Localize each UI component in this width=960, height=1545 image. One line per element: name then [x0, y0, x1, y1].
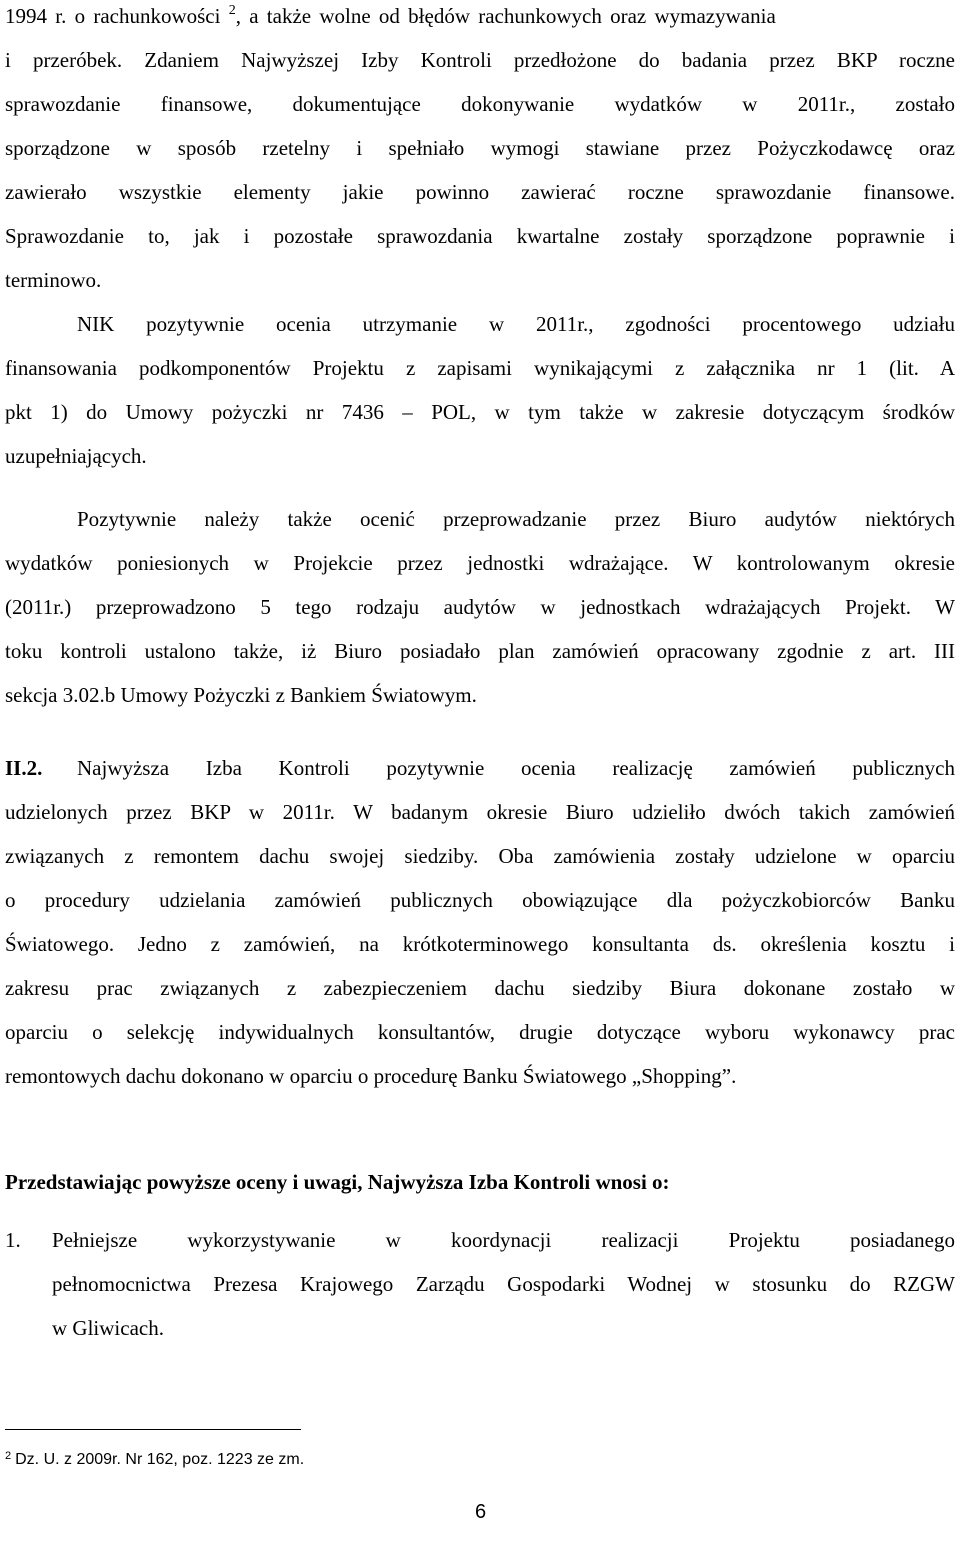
- conclusions-heading: Przedstawiając powyższe oceny i uwagi, Najwyższa Izba Kontroli wnosi o:: [5, 1170, 670, 1194]
- text-line: zakresu prac związanych z zabezpieczeniem dachu siedziby Biura dokonane zostało w: [5, 976, 955, 1000]
- text-line: [5, 2, 955, 30]
- text-segment: 1994 r. o rachunkowości: [5, 4, 229, 28]
- text-line: udzielonych przez BKP w 2011r. W badanym okresie Biuro udzieliło dwóch takich zamówień: [5, 800, 955, 824]
- text-line: pkt 1) do Umowy pożyczki nr 7436 – POL, w tym także w zakresie dotyczącym środków: [5, 400, 955, 424]
- text-line: sekcja 3.02.b Umowy Pożyczki z Bankiem Światowym.: [5, 683, 477, 707]
- list-item-line: Pełniejsze wykorzystywanie w koordynacji realizacji Projektu posiadanego: [52, 1228, 955, 1252]
- section-number: II.2.: [5, 756, 43, 780]
- text-line: związanych z remontem dachu swojej siedziby. Oba zamówienia zostały udzielone w oparciu: [5, 844, 955, 868]
- footnote-text: Dz. U. z 2009r. Nr 162, poz. 1223 ze zm.: [15, 1451, 305, 1468]
- text-line: Światowego. Jedno z zamówień, na krótkoterminowego konsultanta ds. określenia kosztu i: [5, 932, 955, 956]
- footnote: [5, 1446, 304, 1470]
- text-line: zawierało wszystkie elementy jakie powinno zawierać roczne sprawozdanie finansowe.: [5, 180, 955, 204]
- section-number-line: [5, 754, 42, 782]
- text-line: NIK pozytywnie ocenia utrzymanie w 2011r., zgodności procentowego udziału: [77, 312, 955, 336]
- page-number: 6: [475, 1501, 487, 1523]
- text-line: Najwyższa Izba Kontroli pozytywnie ocenia realizację zamówień publicznych: [77, 756, 955, 780]
- text-line: (2011r.) przeprowadzono 5 tego rodzaju audytów w jednostkach wdrażających Projekt. W: [5, 595, 955, 619]
- list-item-line: pełnomocnictwa Prezesa Krajowego Zarządu Gospodarki Wodnej w stosunku do RZGW: [52, 1272, 955, 1296]
- text-line: uzupełniających.: [5, 444, 147, 468]
- text-line: sporządzone w sposób rzetelny i spełniało wymogi stawiane przez Pożyczkodawcę oraz: [5, 136, 955, 160]
- text-line: Pozytywnie należy także ocenić przeprowadzanie przez Biuro audytów niektórych: [77, 507, 955, 531]
- text-line: terminowo.: [5, 268, 102, 292]
- footnote-separator: [5, 1429, 301, 1430]
- text-line: oparciu o selekcję indywidualnych konsultantów, drugie dotyczące wyboru wykonawcy prac: [5, 1020, 955, 1044]
- text-line-lead: [5, 2, 955, 30]
- text-line: sprawozdanie finansowe, dokumentujące dokonywanie wydatków w 2011r., zostało: [5, 92, 955, 116]
- text-line: Sprawozdanie to, jak i pozostałe sprawozdania kwartalne zostały sporządzone poprawnie i: [5, 224, 955, 248]
- text-line: remontowych dachu dokonano w oparciu o procedurę Banku Światowego „Shopping”.: [5, 1064, 737, 1088]
- conclusions-heading-line: [5, 1168, 670, 1196]
- text-line: toku kontroli ustalono także, iż Biuro posiadało plan zamówień opracowany zgodnie z art. III: [5, 639, 955, 663]
- text-line: i przeróbek. Zdaniem Najwyższej Izby Kontroli przedłożone do badania przez BKP roczne: [5, 48, 955, 72]
- footnote-reference: 2: [228, 3, 236, 18]
- list-item-line: w Gliwicach.: [52, 1316, 164, 1340]
- list-item-number: 1.: [5, 1228, 21, 1252]
- text-line: o procedury udzielania zamówień publicznych obowiązujące dla pożyczkobiorców Banku: [5, 888, 955, 912]
- footnote-marker: 2: [5, 1450, 12, 1462]
- text-line: finansowania podkomponentów Projektu z zapisami wynikającymi z załącznika nr 1 (lit. A: [5, 356, 955, 380]
- text-line: wydatków poniesionych w Projekcie przez jednostki wdrażające. W kontrolowanym okresie: [5, 551, 955, 575]
- text-segment: , a także wolne od błędów rachunkowych oraz wymazywania: [235, 4, 776, 28]
